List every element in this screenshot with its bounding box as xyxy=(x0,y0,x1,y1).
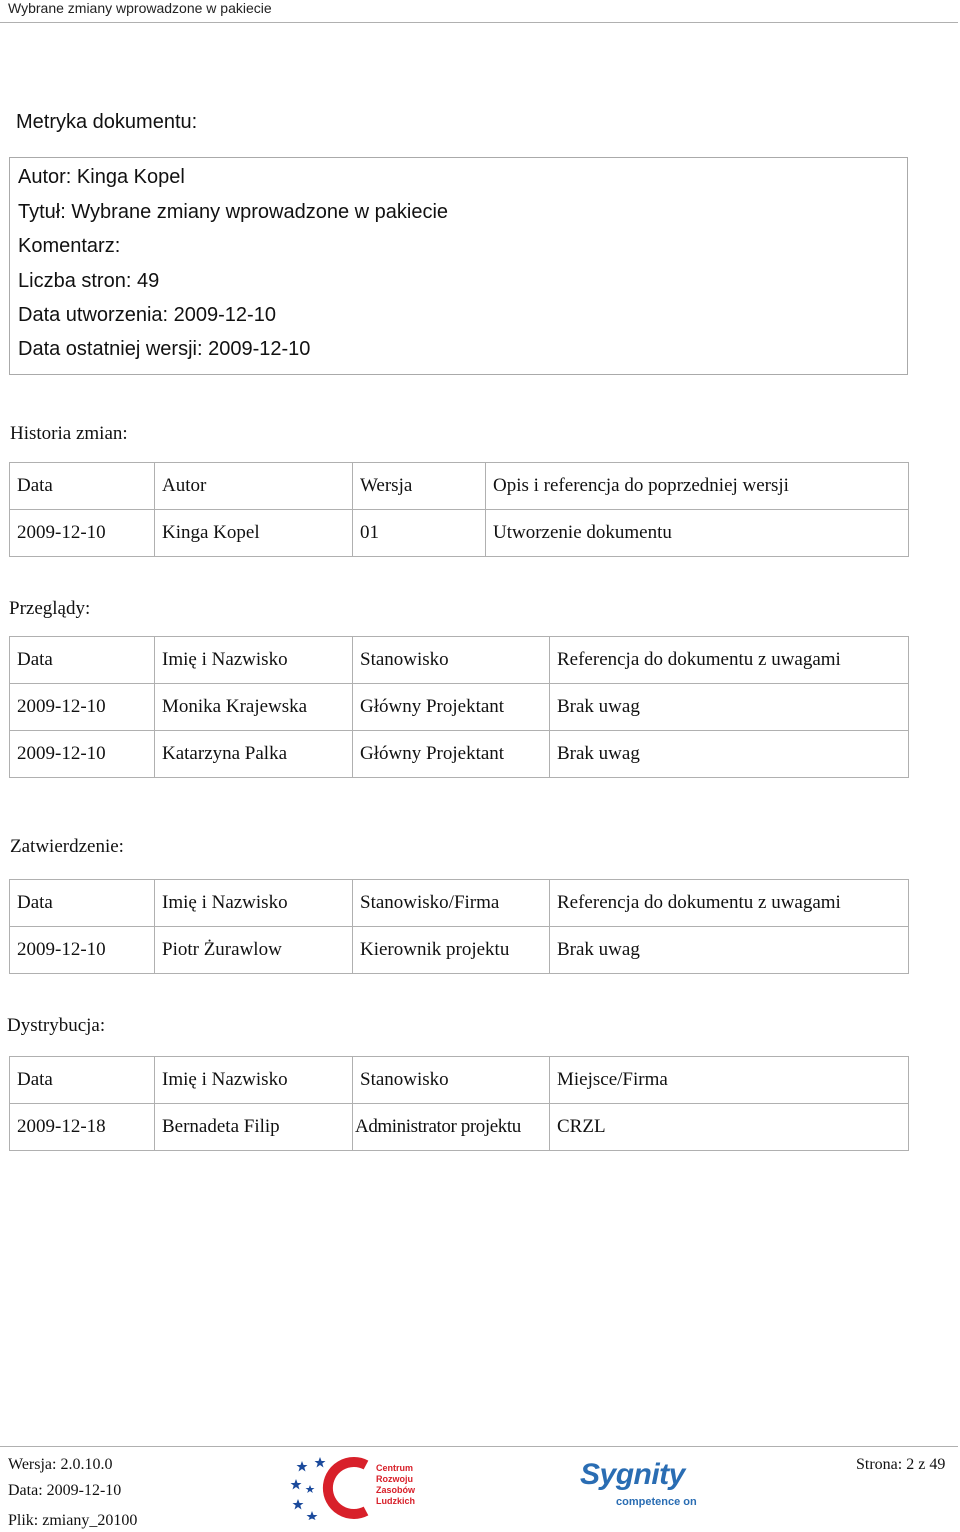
table-cell: Kierownik projektu xyxy=(353,927,550,974)
table-row xyxy=(10,927,909,974)
footer-file: Plik: zmiany_20100 xyxy=(8,1512,138,1529)
sygnity-logo-tagline: competence on xyxy=(616,1496,697,1508)
crzl-logo-line: Zasobów xyxy=(376,1485,416,1495)
table-header-row xyxy=(10,463,909,510)
table-cell: Administrator projektu xyxy=(353,1104,550,1151)
crzl-logo-text xyxy=(376,1463,415,1507)
meta-created-date: Data utworzenia: 2009-12-10 xyxy=(18,304,276,326)
eu-stars-icon xyxy=(291,1457,326,1520)
table-row xyxy=(10,1104,909,1151)
table-cell: 2009-12-10 xyxy=(10,927,155,974)
header-cell: Imię i Nazwisko xyxy=(155,1057,353,1104)
table-row xyxy=(10,684,909,731)
table-row xyxy=(10,510,909,557)
header-cell: Stanowisko xyxy=(353,1057,550,1104)
metryka-heading: Metryka dokumentu: xyxy=(16,111,198,133)
header-cell: Stanowisko xyxy=(353,637,550,684)
header-cell: Referencja do dokumentu z uwagami xyxy=(550,880,909,927)
zatwierdzenie-label: Zatwierdzenie: xyxy=(10,836,124,857)
table-row xyxy=(10,731,909,778)
zatwierdzenie-table xyxy=(9,879,909,974)
meta-title: Tytuł: Wybrane zmiany wprowadzone w pakiecie xyxy=(18,201,449,223)
footer-page-number: Strona: 2 z 49 xyxy=(856,1456,946,1473)
header-cell: Opis i referencja do poprzedniej wersji xyxy=(486,463,909,510)
header-cell: Data xyxy=(10,880,155,927)
table-cell: 01 xyxy=(353,510,486,557)
table-cell: 2009-12-10 xyxy=(10,731,155,778)
header-cell: Referencja do dokumentu z uwagami xyxy=(550,637,909,684)
table-cell: CRZL xyxy=(550,1104,909,1151)
footer-divider xyxy=(0,1446,958,1447)
table-cell: Brak uwag xyxy=(550,684,909,731)
meta-author: Autor: Kinga Kopel xyxy=(18,166,185,188)
header-cell: Imię i Nazwisko xyxy=(155,880,353,927)
table-header-row xyxy=(10,880,909,927)
running-header-title: Wybrane zmiany wprowadzone w pakiecie xyxy=(8,0,272,16)
header-cell: Data xyxy=(10,463,155,510)
crzl-logo xyxy=(290,1455,430,1520)
meta-comment: Komentarz: xyxy=(18,235,121,257)
przeglady-label: Przeglądy: xyxy=(9,598,91,619)
table-cell: 2009-12-10 xyxy=(10,684,155,731)
dystrybucja-table xyxy=(9,1056,909,1151)
meta-last-version: Data ostatniej wersji: 2009-12-10 xyxy=(18,338,311,360)
table-header-row xyxy=(10,1057,909,1104)
table-cell: Brak uwag xyxy=(550,731,909,778)
crzl-logo-line: Centrum xyxy=(376,1463,414,1473)
header-cell: Imię i Nazwisko xyxy=(155,637,353,684)
historia-table xyxy=(9,462,909,557)
table-cell: Brak uwag xyxy=(550,927,909,974)
crzl-logo-line: Ludzkich xyxy=(376,1496,416,1506)
table-cell: Katarzyna Palka xyxy=(155,731,353,778)
table-header-row xyxy=(10,637,909,684)
metryka-box xyxy=(9,157,908,375)
table-cell: Piotr Żurawlow xyxy=(155,927,353,974)
footer-version: Wersja: 2.0.10.0 xyxy=(8,1456,113,1473)
table-cell: Kinga Kopel xyxy=(155,510,353,557)
historia-label: Historia zmian: xyxy=(10,423,128,444)
table-cell: 2009-12-10 xyxy=(10,510,155,557)
header-divider xyxy=(0,22,958,23)
crzl-logo-line: Rozwoju xyxy=(376,1474,413,1484)
header-cell: Autor xyxy=(155,463,353,510)
header-cell: Miejsce/Firma xyxy=(550,1057,909,1104)
table-cell: Główny Projektant xyxy=(353,731,550,778)
dystrybucja-label: Dystrybucja: xyxy=(7,1015,106,1036)
table-cell: Główny Projektant xyxy=(353,684,550,731)
table-cell: Monika Krajewska xyxy=(155,684,353,731)
header-cell: Data xyxy=(10,637,155,684)
sygnity-logo-name: Sygnity xyxy=(580,1458,685,1491)
header-cell: Data xyxy=(10,1057,155,1104)
crzl-c-icon xyxy=(328,1462,366,1514)
meta-page-count: Liczba stron: 49 xyxy=(18,270,160,292)
header-cell: Wersja xyxy=(353,463,486,510)
sygnity-logo xyxy=(580,1458,700,1514)
table-cell: Bernadeta Filip xyxy=(155,1104,353,1151)
footer-date: Data: 2009-12-10 xyxy=(8,1482,122,1499)
table-cell: Utworzenie dokumentu xyxy=(486,510,909,557)
header-cell: Stanowisko/Firma xyxy=(353,880,550,927)
table-cell: 2009-12-18 xyxy=(10,1104,155,1151)
przeglady-table xyxy=(9,636,909,778)
